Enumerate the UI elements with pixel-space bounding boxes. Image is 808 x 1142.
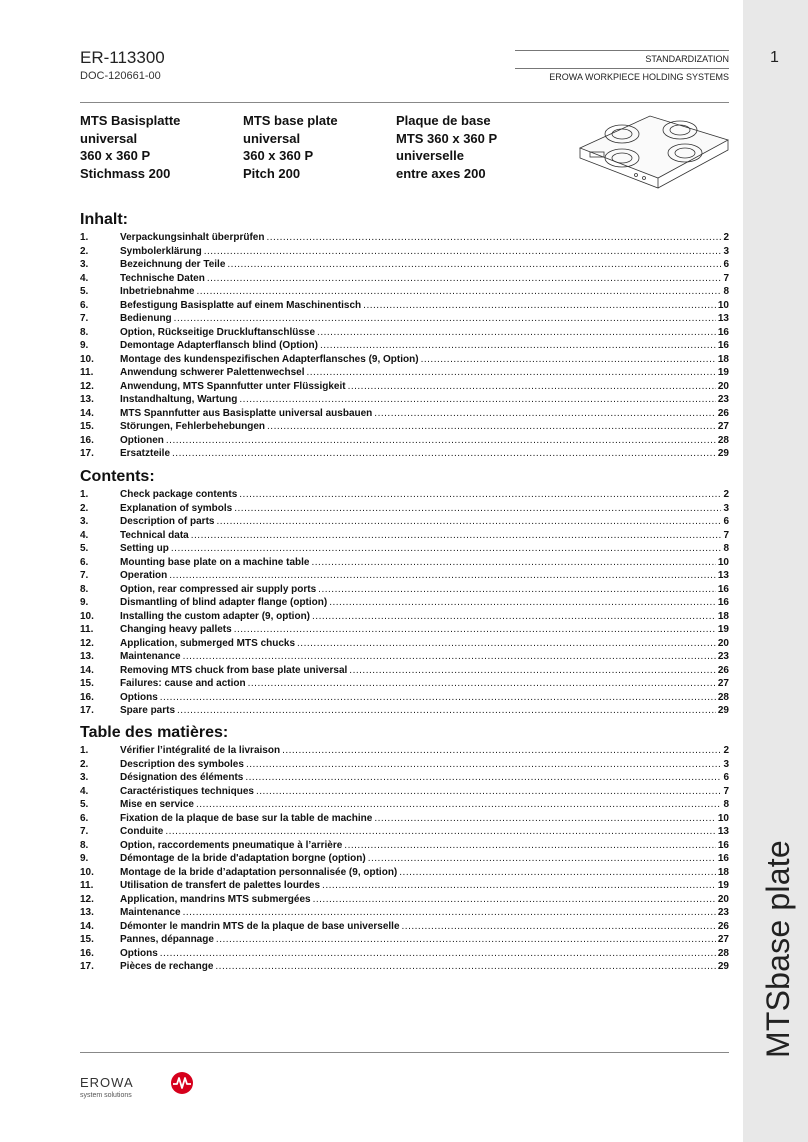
logo-subtext: system solutions [80, 1092, 132, 1099]
toc-entry-page: 28 [717, 434, 729, 446]
toc-entry-title: Option, Rückseitige Druckluftanschlüsse [120, 326, 316, 338]
toc-entry-number: 5. [80, 799, 89, 810]
toc-leader-dots [368, 853, 716, 864]
toc-entry [80, 381, 729, 395]
toc-entry-title: Description des symboles [120, 758, 244, 770]
toc-entry [80, 313, 729, 327]
toc-entry-number: 17. [80, 705, 94, 716]
toc-entry-page: 16 [717, 340, 729, 351]
toc-entry-title: Ersatzteile [120, 448, 171, 459]
toc-entry [80, 759, 729, 773]
toc-entry-page: 16 [717, 597, 729, 608]
toc-leader-dots [421, 354, 716, 365]
toc-entry-number: 12. [80, 893, 94, 905]
toc-entry-page: 28 [717, 691, 729, 703]
toc-entry-page: 13 [717, 826, 729, 837]
toc-entry-title: Conduite [120, 826, 164, 837]
footer-divider [80, 1052, 729, 1053]
toc-entry-title: Spare parts [120, 705, 176, 716]
toc-entry-title: Anwendung, MTS Spannfutter unter Flüssigkeit [120, 380, 346, 392]
toc-leader-dots [282, 745, 721, 756]
toc-entry-page: 20 [717, 380, 729, 392]
toc-entry-title: Setting up [120, 543, 169, 554]
toc-entry-number: 9. [80, 853, 89, 864]
toc-entry-number: 7. [80, 570, 89, 581]
toc-leader-dots [374, 813, 716, 824]
toc-entry-number: 14. [80, 664, 94, 676]
header-divider [80, 102, 729, 103]
toc-entry-title: Verpackungsinhalt überprüfen [120, 232, 265, 243]
title-line: universal [80, 130, 138, 146]
toc-entry [80, 584, 729, 598]
toc-entry-title: Operation [120, 570, 168, 581]
toc-leader-dots [234, 624, 716, 635]
toc-entry [80, 799, 729, 813]
toc-entry [80, 867, 729, 881]
toc-entry-number: 1. [80, 745, 89, 756]
toc-entry [80, 894, 729, 908]
toc-list [80, 232, 729, 462]
toc-entry-title: Dismantling of blind adapter flange (option) [120, 597, 328, 608]
toc-entry-title: Montage de la bride d’adaptation personnalisée (9, option) [120, 866, 398, 878]
toc-entry [80, 651, 729, 665]
toc-entry [80, 638, 729, 652]
toc-heading: Inhalt: [80, 211, 128, 228]
title-english [243, 112, 338, 182]
toc-entry-title: Failures: cause and action [120, 678, 246, 689]
erowa-logo-icon [170, 1071, 194, 1095]
toc-entry-number: 16. [80, 434, 94, 446]
toc-entry-page: 26 [717, 407, 729, 419]
toc-entry-title: Option, raccordements pneumatique à l’arrière [120, 839, 343, 851]
toc-entry-number: 13. [80, 907, 94, 918]
toc-entry-number: 3. [80, 259, 89, 270]
toc-leader-dots [297, 638, 716, 649]
title-line: entre axes 200 [396, 165, 486, 181]
toc-entry [80, 435, 729, 449]
toc-entry-title: Mounting base plate on a machine table [120, 556, 310, 568]
toc-entry-title: Anwendung schwerer Palettenwechsel [120, 367, 305, 378]
toc-entry-title: Options [120, 691, 158, 703]
toc-entry-page: 26 [717, 664, 729, 676]
toc-leader-dots [169, 570, 716, 581]
toc-leader-dots [160, 948, 716, 959]
toc-entry-number: 11. [80, 624, 94, 635]
toc-german [80, 210, 729, 462]
toc-entry [80, 826, 729, 840]
header-divider-top [515, 50, 729, 51]
toc-entry [80, 921, 729, 935]
toc-entry [80, 813, 729, 827]
toc-entry-title: Application, submerged MTS chucks [120, 637, 296, 649]
toc-entry [80, 840, 729, 854]
toc-entry-page: 29 [717, 705, 729, 716]
toc-entry-page: 19 [717, 367, 729, 378]
toc-entry [80, 421, 729, 435]
toc-entry-number: 13. [80, 394, 94, 405]
toc-entry-number: 9. [80, 597, 89, 608]
toc-entry [80, 678, 729, 692]
toc-entry-number: 10. [80, 866, 94, 878]
toc-entry-title: Application, mandrins MTS submergées [120, 893, 311, 905]
toc-entry-title: Mise en service [120, 799, 194, 810]
document-id: DOC-120661-00 [80, 70, 161, 82]
toc-entry-number: 2. [80, 502, 89, 514]
toc-entry-title: Bezeichnung der Teile [120, 259, 226, 270]
toc-entry-number: 6. [80, 556, 89, 568]
toc-entry-page: 6 [723, 259, 729, 270]
toc-entry-number: 3. [80, 516, 89, 527]
toc-entry-number: 14. [80, 920, 94, 932]
toc-entry-page: 3 [723, 758, 729, 770]
toc-leader-dots [311, 557, 715, 568]
toc-entry [80, 557, 729, 571]
toc-entry-number: 5. [80, 543, 89, 554]
toc-entry-number: 7. [80, 313, 89, 324]
toc-entry-title: Befestigung Basisplatte auf einem Maschinentisch [120, 299, 362, 311]
toc-entry-title: Pannes, dépannage [120, 934, 214, 945]
toc-entry-page: 27 [717, 934, 729, 945]
toc-entry-number: 2. [80, 758, 89, 770]
toc-english [80, 467, 729, 719]
toc-list [80, 489, 729, 719]
toc-entry-number: 15. [80, 421, 94, 432]
toc-entry-title: Maintenance [120, 651, 181, 662]
toc-entry-number: 17. [80, 961, 94, 972]
toc-entry [80, 705, 729, 719]
logo-text: EROWA [80, 1075, 134, 1090]
document-number: ER-113300 [80, 48, 165, 67]
toc-entry-page: 29 [717, 448, 729, 459]
toc-entry-page: 2 [723, 489, 729, 500]
toc-entry-number: 8. [80, 839, 89, 851]
toc-entry-number: 6. [80, 299, 89, 311]
toc-entry-page: 6 [723, 516, 729, 527]
toc-list [80, 745, 729, 975]
toc-entry-page: 16 [717, 853, 729, 864]
toc-leader-dots [307, 367, 716, 378]
toc-entry-number: 8. [80, 583, 89, 595]
toc-entry-number: 1. [80, 232, 89, 243]
toc-entry [80, 611, 729, 625]
toc-entry-number: 5. [80, 286, 89, 297]
toc-entry-title: Optionen [120, 434, 164, 446]
toc-entry-number: 12. [80, 380, 94, 392]
toc-leader-dots [227, 259, 721, 270]
title-line: 360 x 360 P [243, 148, 314, 163]
toc-entry-title: Maintenance [120, 907, 181, 918]
toc-entry-number: 4. [80, 529, 89, 541]
toc-entry-title: MTS Spannfutter aus Basisplatte universal ausbauen [120, 407, 373, 419]
toc-entry-number: 10. [80, 353, 94, 365]
toc-entry-title: Désignation des éléments [120, 772, 244, 783]
toc-entry-title: Inbetriebnahme [120, 286, 195, 297]
toc-entry-title: Störungen, Fehlerbehebungen [120, 421, 266, 432]
toc-entry-number: 1. [80, 489, 89, 500]
toc-entry [80, 516, 729, 530]
toc-leader-dots [266, 232, 721, 243]
toc-entry-title: Bedienung [120, 313, 172, 324]
header-divider-middle [515, 68, 729, 69]
toc-entry-number: 15. [80, 934, 94, 945]
toc-entry [80, 367, 729, 381]
toc-entry-page: 18 [717, 610, 729, 622]
sidebar-title: MTSbase plate [760, 840, 796, 1058]
toc-leader-dots [402, 921, 716, 932]
toc-entry-title: Options [120, 947, 158, 959]
toc-entry-page: 13 [717, 313, 729, 324]
toc-entry-title: Changing heavy pallets [120, 624, 232, 635]
toc-entry-page: 20 [717, 893, 729, 905]
toc-entry-number: 12. [80, 637, 94, 649]
toc-leader-dots [196, 286, 721, 297]
toc-leader-dots [172, 448, 716, 459]
toc-leader-dots [344, 840, 716, 851]
toc-entry-title: Explanation of symbols [120, 502, 233, 514]
toc-leader-dots [248, 678, 716, 689]
toc-leader-dots [196, 799, 722, 810]
toc-leader-dots [191, 530, 722, 541]
toc-leader-dots [183, 651, 716, 662]
toc-entry-title: Check package contents [120, 489, 238, 500]
toc-entry [80, 232, 729, 246]
toc-heading: Table des matières: [80, 724, 229, 741]
toc-leader-dots [183, 907, 716, 918]
toc-entry [80, 394, 729, 408]
toc-leader-dots [312, 611, 716, 622]
title-line: MTS base plate [243, 113, 338, 128]
toc-entry [80, 570, 729, 584]
toc-leader-dots [239, 489, 721, 500]
toc-entry-title: Technical data [120, 529, 189, 541]
toc-entry-number: 16. [80, 947, 94, 959]
toc-entry [80, 853, 729, 867]
toc-entry-title: Démonter le mandrin MTS de la plaque de base universelle [120, 920, 400, 932]
toc-leader-dots [160, 692, 716, 703]
toc-leader-dots [204, 246, 722, 257]
toc-entry-page: 2 [723, 232, 729, 243]
toc-entry [80, 300, 729, 314]
toc-leader-dots [216, 516, 721, 527]
toc-entry [80, 543, 729, 557]
toc-leader-dots [348, 381, 716, 392]
toc-entry [80, 246, 729, 260]
toc-entry-page: 27 [717, 421, 729, 432]
toc-entry [80, 273, 729, 287]
toc-entry-title: Demontage Adapterflansch blind (Option) [120, 340, 318, 351]
toc-leader-dots [399, 867, 716, 878]
toc-entry [80, 880, 729, 894]
toc-entry [80, 448, 729, 462]
toc-entry-title: Removing MTS chuck from base plate universal [120, 664, 348, 676]
toc-leader-dots [171, 543, 722, 554]
toc-entry-number: 11. [80, 880, 94, 891]
toc-entry-title: Option, rear compressed air supply ports [120, 583, 317, 595]
toc-entry-title: Vérifier l’intégralité de la livraison [120, 745, 281, 756]
toc-entry-number: 15. [80, 678, 94, 689]
toc-entry-number: 9. [80, 340, 89, 351]
title-german [80, 112, 180, 182]
toc-entry [80, 624, 729, 638]
toc-leader-dots [177, 705, 716, 716]
title-line: universal [243, 130, 301, 146]
toc-entry-title: Montage des kundenspezifischen Adapterflansches (9, Option) [120, 353, 419, 365]
toc-entry [80, 745, 729, 759]
toc-entry-page: 7 [723, 529, 729, 541]
toc-entry-number: 2. [80, 245, 89, 257]
toc-leader-dots [215, 961, 715, 972]
toc-entry-number: 13. [80, 651, 94, 662]
title-line: Pitch 200 [243, 165, 301, 181]
toc-entry-number: 10. [80, 610, 94, 622]
toc-entry [80, 907, 729, 921]
toc-entry-page: 10 [717, 299, 729, 311]
toc-entry [80, 530, 729, 544]
toc-entry-page: 18 [717, 866, 729, 878]
toc-entry-number: 14. [80, 407, 94, 419]
toc-leader-dots [320, 340, 716, 351]
toc-entry [80, 772, 729, 786]
toc-leader-dots [318, 584, 716, 595]
header-category: STANDARDIZATION [645, 54, 729, 64]
toc-entry-page: 2 [723, 745, 729, 756]
toc-entry-page: 23 [717, 907, 729, 918]
toc-entry-number: 3. [80, 772, 89, 783]
toc-entry-page: 16 [717, 583, 729, 595]
toc-leader-dots [317, 327, 716, 338]
toc-french [80, 723, 729, 975]
toc-leader-dots [174, 313, 716, 324]
title-line: Stichmass 200 [80, 165, 171, 181]
toc-entry-title: Technische Daten [120, 272, 205, 284]
toc-leader-dots [374, 408, 716, 419]
toc-entry-number: 7. [80, 826, 89, 837]
toc-entry-page: 19 [717, 880, 729, 891]
toc-entry-number: 6. [80, 812, 89, 824]
toc-entry-page: 8 [723, 543, 729, 554]
toc-entry [80, 489, 729, 503]
toc-entry-page: 23 [717, 394, 729, 405]
toc-entry-title: Caractéristiques techniques [120, 785, 254, 797]
toc-heading: Contents: [80, 468, 155, 485]
toc-entry-title: Fixation de la plaque de base sur la table de machine [120, 812, 373, 824]
toc-entry-page: 19 [717, 624, 729, 635]
toc-leader-dots [363, 300, 716, 311]
toc-leader-dots [267, 421, 716, 432]
toc-leader-dots [216, 934, 716, 945]
toc-entry [80, 786, 729, 800]
toc-entry [80, 259, 729, 273]
toc-entry-title: Instandhaltung, Wartung [120, 394, 238, 405]
toc-entry-page: 7 [723, 272, 729, 284]
toc-leader-dots [246, 759, 722, 770]
toc-leader-dots [256, 786, 722, 797]
toc-leader-dots [349, 665, 716, 676]
toc-leader-dots [322, 880, 716, 891]
base-plate-illustration [570, 108, 735, 193]
toc-entry-page: 6 [723, 772, 729, 783]
toc-entry-title: Pièces de rechange [120, 961, 214, 972]
toc-entry-title: Description of parts [120, 516, 215, 527]
toc-leader-dots [329, 597, 716, 608]
toc-entry-page: 16 [717, 839, 729, 851]
toc-entry-number: 4. [80, 785, 89, 797]
toc-leader-dots [234, 503, 721, 514]
toc-entry-page: 8 [723, 286, 729, 297]
toc-entry-page: 8 [723, 799, 729, 810]
toc-entry-number: 4. [80, 272, 89, 284]
toc-entry-page: 29 [717, 961, 729, 972]
toc-leader-dots [165, 826, 716, 837]
toc-entry-page: 26 [717, 920, 729, 932]
toc-entry-page: 10 [717, 556, 729, 568]
toc-entry-page: 10 [717, 812, 729, 824]
toc-entry-number: 17. [80, 448, 94, 459]
title-line: Plaque de base [396, 113, 491, 128]
toc-entry [80, 692, 729, 706]
toc-entry-page: 7 [723, 785, 729, 797]
toc-entry [80, 340, 729, 354]
toc-entry-page: 16 [717, 326, 729, 338]
toc-entry-page: 23 [717, 651, 729, 662]
toc-leader-dots [166, 435, 716, 446]
toc-entry-page: 27 [717, 678, 729, 689]
page-number: 1 [770, 49, 779, 66]
toc-leader-dots [245, 772, 721, 783]
toc-entry-number: 8. [80, 326, 89, 338]
toc-entry [80, 665, 729, 679]
title-line: MTS 360 x 360 P [396, 130, 498, 146]
toc-entry [80, 934, 729, 948]
toc-entry-page: 20 [717, 637, 729, 649]
toc-leader-dots [239, 394, 715, 405]
toc-entry-page: 18 [717, 353, 729, 365]
toc-entry [80, 948, 729, 962]
toc-entry-title: Démontage de la bride d'adaptation borgne (option) [120, 853, 366, 864]
toc-entry-number: 11. [80, 367, 94, 378]
title-line: 360 x 360 P [80, 148, 151, 163]
toc-entry-title: Installing the custom adapter (9, option) [120, 610, 311, 622]
toc-entry [80, 286, 729, 300]
toc-entry-page: 13 [717, 570, 729, 581]
toc-entry-page: 3 [723, 502, 729, 514]
toc-entry [80, 597, 729, 611]
toc-entry-title: Utilisation de transfert de palettes lourdes [120, 880, 321, 891]
toc-entry [80, 961, 729, 975]
title-line: universelle [396, 148, 464, 163]
toc-entry [80, 408, 729, 422]
toc-entry [80, 327, 729, 341]
toc-entry-title: Symbolerklärung [120, 245, 202, 257]
toc-entry-number: 16. [80, 691, 94, 703]
toc-entry [80, 354, 729, 368]
title-line: MTS Basisplatte [80, 113, 181, 128]
toc-leader-dots [313, 894, 716, 905]
title-french [396, 112, 497, 182]
toc-entry-page: 3 [723, 245, 729, 257]
header-division: EROWA WORKPIECE HOLDING SYSTEMS [549, 72, 729, 82]
toc-entry [80, 503, 729, 517]
toc-leader-dots [207, 273, 722, 284]
toc-entry-page: 28 [717, 947, 729, 959]
